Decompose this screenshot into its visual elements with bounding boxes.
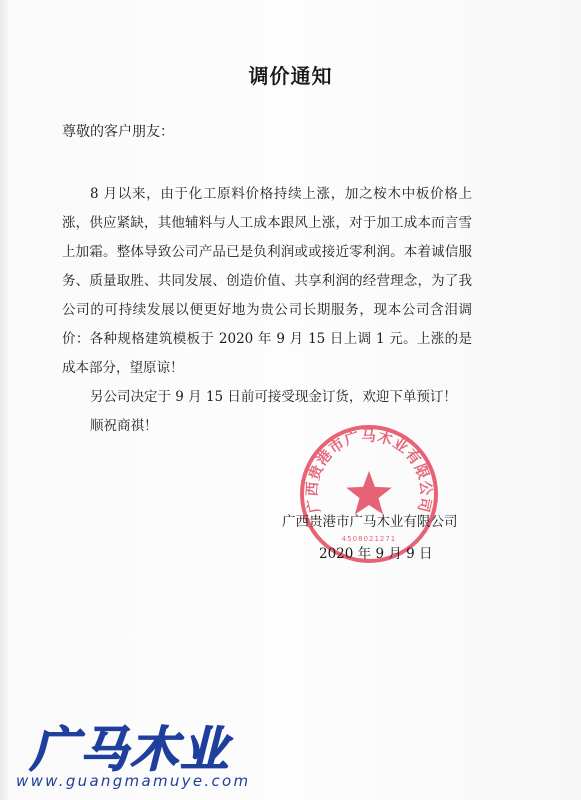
brand-logo-text: 广马木业 [30,722,231,776]
document-body [62,180,472,441]
paragraph-closing: 顺祝商祺！ [90,418,158,434]
seal-ring-text: 广西贵港市广马木业有限公司 [303,427,435,515]
paragraph-order-notice: 另公司决定于 9 月 15 日前可接受现金订货，欢迎下单预订！ [90,389,457,405]
signature-date: 2020 年 9 月 9 日 [319,546,433,562]
document-title: 调价通知 [248,64,333,88]
brand-logo-icon [28,720,248,776]
greeting: 尊敬的客户朋友： [62,124,174,140]
paragraph-price-adjustment: 8 月以来，由于化工原料价格持续上涨，加之桉木中板价格上涨，供应紧缺，其他辅料与人工成本跟风上涨，对于加工成本而言雪上加霜。整体导致公司产品已是负利润或或接近零利润。本着诚信服务、质量取胜、共同发展、创造价值、共享利润的经营理念，为了我公司的可持续发展以便更好地为贵公司长期服务，现本公司含泪调价：各种规格建筑模板于 2020 年 9 月 15 日上调 1 元。上涨的是成本部分，望原谅！ [62,186,472,376]
brand-website-url: www.guangmamuye.com [16,772,251,790]
signature-company: 广西贵港市广马木业有限公司 [282,514,458,530]
seal-number: 4508021271 [341,535,397,543]
